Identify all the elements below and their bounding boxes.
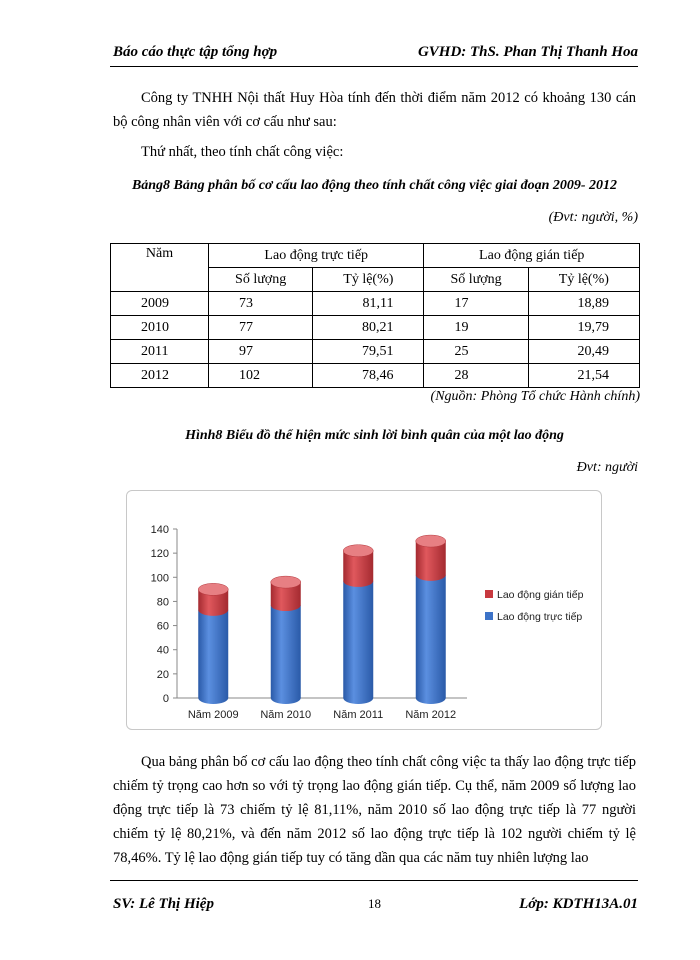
x-tick-label: Năm 2010 xyxy=(260,709,312,721)
header-indirect: Lao động gián tiếp xyxy=(424,244,640,268)
cell-indirect-qty: 28 xyxy=(424,364,528,388)
header-divider xyxy=(110,66,638,67)
analysis-paragraph: Qua bảng phân bố cơ cấu lao động theo tính chất công việc ta thấy lao động trực tiếp chiếm tỷ trọng cao hơn so với tỷ trọng lao động gián tiếp. Cụ thể, năm 2009 số lượng lao động trực tiếp là 73 chiếm tỷ lệ 81,11%, năm 2010 số lao động trực tiếp là 77 người chiếm tỷ lệ 80,21%, và đến năm 2012 số lao động trực tiếp là 102 người chiếm tỷ lệ 78,46%. Tỷ lệ lao động gián tiếp tuy có tăng dần qua các năm tuy nhiên lượng lao xyxy=(113,754,636,866)
table-row xyxy=(111,316,640,340)
cell-indirect-rate: 18,89 xyxy=(528,292,639,316)
intro-paragraph: Công ty TNHH Nội thất Huy Hòa tính đến thời điểm năm 2012 có khoảng 130 cán bộ công nhân viên với cơ cấu như sau: xyxy=(113,90,636,130)
cell-year: 2009 xyxy=(111,292,209,316)
cell-year: 2010 xyxy=(111,316,209,340)
y-tick-label: 20 xyxy=(156,668,169,681)
legend-swatch xyxy=(485,612,493,620)
cell-indirect-rate: 20,49 xyxy=(528,340,639,364)
table-row xyxy=(111,292,640,316)
bar-top-cap xyxy=(343,545,373,557)
intro-subheading: Thứ nhất, theo tính chất công việc: xyxy=(141,144,344,160)
cell-direct-rate: 79,51 xyxy=(313,340,424,364)
table-source: (Nguồn: Phòng Tổ chức Hành chính) xyxy=(430,389,640,404)
cell-direct-qty: 73 xyxy=(209,292,313,316)
y-tick-label: 140 xyxy=(150,524,169,536)
x-tick-label: Năm 2012 xyxy=(405,709,457,721)
header-left: Báo cáo thực tập tổng hợp xyxy=(113,44,278,60)
cell-indirect-qty: 25 xyxy=(424,340,528,364)
table-row xyxy=(111,364,640,388)
cell-indirect-rate: 21,54 xyxy=(528,364,639,388)
y-tick-label: 80 xyxy=(156,596,169,609)
footer-divider xyxy=(110,880,638,881)
table-unit: (Đvt: người, %) xyxy=(548,210,638,225)
legend-label: Lao động trực tiếp xyxy=(497,611,583,623)
bar-segment xyxy=(271,605,301,704)
cell-year: 2012 xyxy=(111,364,209,388)
figure-unit: Đvt: người xyxy=(576,460,638,475)
table-caption: Bảng8 Bảng phân bố cơ cấu lao động theo tính chất công việc giai đoạn 2009- 2012 xyxy=(131,178,618,193)
header-right: GVHD: ThS. Phan Thị Thanh Hoa xyxy=(417,44,638,60)
cell-direct-rate: 78,46 xyxy=(313,364,424,388)
bar-segment xyxy=(198,610,228,704)
table-row xyxy=(111,340,640,364)
cell-direct-rate: 80,21 xyxy=(313,316,424,340)
subheader-indirect-qty: Số lượng xyxy=(424,268,528,292)
cell-direct-qty: 77 xyxy=(209,316,313,340)
cell-indirect-qty: 17 xyxy=(424,292,528,316)
page-number: 18 xyxy=(368,896,381,911)
cell-year: 2011 xyxy=(111,340,209,364)
header-direct: Lao động trực tiếp xyxy=(209,244,424,268)
footer-student: SV: Lê Thị Hiệp xyxy=(113,896,214,912)
labor-structure-table xyxy=(110,243,640,388)
footer-class: Lớp: KDTH13A.01 xyxy=(519,896,638,912)
legend-swatch xyxy=(485,590,493,598)
y-tick-label: 120 xyxy=(150,548,169,561)
legend-label: Lao động gián tiếp xyxy=(497,589,584,601)
bar-top-cap xyxy=(271,576,301,588)
bar-top-cap xyxy=(416,535,446,547)
cell-direct-qty: 102 xyxy=(209,364,313,388)
stacked-bar-chart xyxy=(127,491,601,729)
table-header-row xyxy=(111,244,640,268)
subheader-indirect-rate: Tỷ lệ(%) xyxy=(528,268,639,292)
x-tick-label: Năm 2011 xyxy=(333,709,384,721)
subheader-direct-qty: Số lượng xyxy=(209,268,313,292)
header-year: Năm xyxy=(111,244,209,292)
chart-frame xyxy=(126,490,602,730)
figure-caption: Hình8 Biểu đồ thể hiện mức sinh lời bình quân của một lao động xyxy=(185,428,564,443)
cell-indirect-qty: 19 xyxy=(424,316,528,340)
bar-top-cap xyxy=(198,583,228,595)
bar-segment xyxy=(343,581,373,704)
subheader-direct-rate: Tỷ lệ(%) xyxy=(313,268,424,292)
cell-direct-rate: 81,11 xyxy=(313,292,424,316)
x-tick-label: Năm 2009 xyxy=(187,709,239,721)
cell-indirect-rate: 19,79 xyxy=(528,316,639,340)
y-tick-label: 100 xyxy=(150,572,169,585)
y-tick-label: 40 xyxy=(156,644,169,657)
bar-segment xyxy=(416,575,446,704)
y-tick-label: 0 xyxy=(162,693,169,705)
cell-direct-qty: 97 xyxy=(209,340,313,364)
y-tick-label: 60 xyxy=(156,620,169,633)
